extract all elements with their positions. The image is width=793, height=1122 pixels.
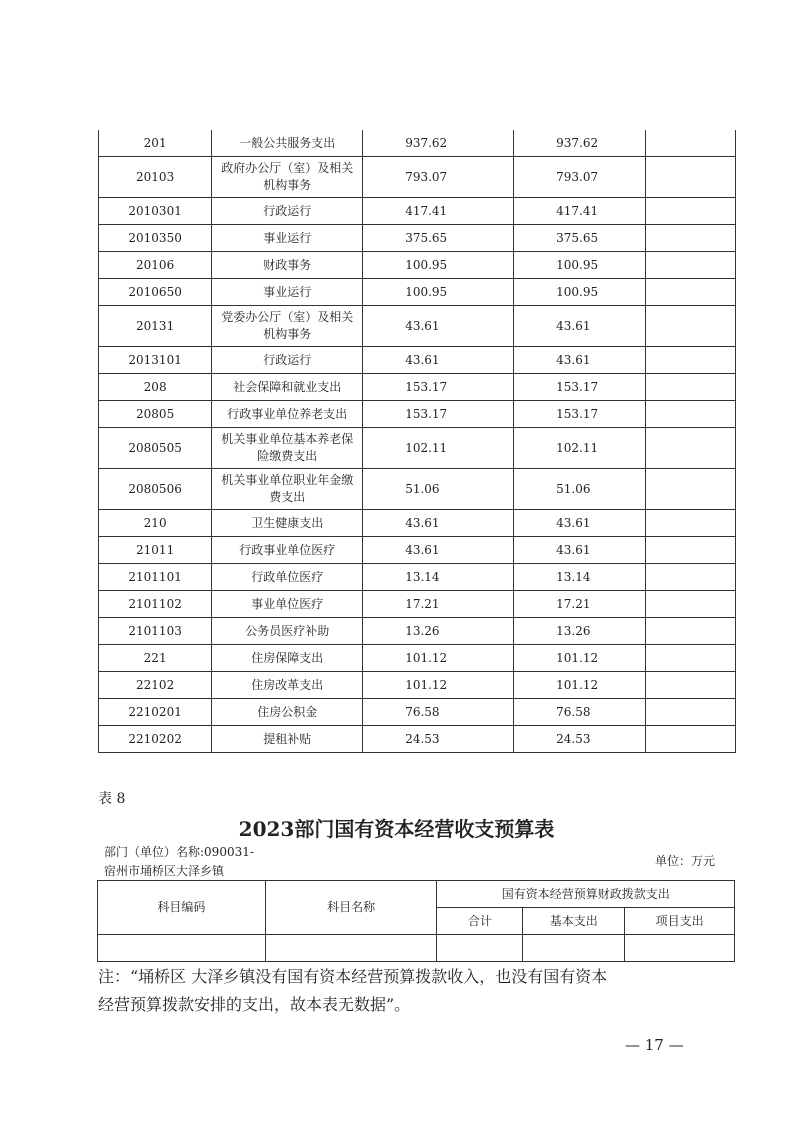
table-row bbox=[99, 591, 736, 618]
cell-total: 43.61 bbox=[363, 537, 514, 564]
cell-project bbox=[646, 672, 736, 699]
cell-total: 100.95 bbox=[363, 252, 514, 279]
table-row bbox=[99, 306, 736, 347]
cell-basic: 17.21 bbox=[514, 591, 646, 618]
empty-cell bbox=[625, 935, 735, 962]
cell-project bbox=[646, 726, 736, 753]
cell-total: 24.53 bbox=[363, 726, 514, 753]
cell-code: 20805 bbox=[99, 401, 212, 428]
empty-cell bbox=[98, 935, 266, 962]
table-row bbox=[99, 672, 736, 699]
header-group: 国有资本经营预算财政拨款支出 bbox=[437, 881, 735, 908]
cell-code: 2010350 bbox=[99, 225, 212, 252]
note-line-2: 经营预算拨款安排的支出，故本表无数据”。 bbox=[98, 995, 411, 1014]
department-line-1: 部门（单位）名称:090031- bbox=[104, 845, 254, 859]
header-total: 合计 bbox=[437, 908, 523, 935]
cell-total: 43.61 bbox=[363, 306, 514, 347]
department-line-2: 宿州市埇桥区大泽乡镇 bbox=[104, 864, 225, 878]
cell-project bbox=[646, 591, 736, 618]
cell-name: 提租补贴 bbox=[212, 726, 363, 753]
table-row bbox=[99, 252, 736, 279]
cell-basic: 76.58 bbox=[514, 699, 646, 726]
cell-basic: 153.17 bbox=[514, 401, 646, 428]
cell-project bbox=[646, 225, 736, 252]
cell-basic: 153.17 bbox=[514, 374, 646, 401]
header-project: 项目支出 bbox=[625, 908, 735, 935]
cell-basic: 24.53 bbox=[514, 726, 646, 753]
budget-expenditure-table bbox=[98, 130, 736, 753]
cell-name: 社会保障和就业支出 bbox=[212, 374, 363, 401]
table-row bbox=[99, 374, 736, 401]
cell-code: 2210201 bbox=[99, 699, 212, 726]
cell-total: 101.12 bbox=[363, 672, 514, 699]
cell-total: 375.65 bbox=[363, 225, 514, 252]
table-row bbox=[99, 618, 736, 645]
cell-project bbox=[646, 537, 736, 564]
cell-project bbox=[646, 252, 736, 279]
cell-name: 住房保障支出 bbox=[212, 645, 363, 672]
table-row bbox=[99, 510, 736, 537]
cell-code: 20106 bbox=[99, 252, 212, 279]
cell-total: 76.58 bbox=[363, 699, 514, 726]
cell-basic: 101.12 bbox=[514, 645, 646, 672]
cell-basic: 793.07 bbox=[514, 157, 646, 198]
cell-project bbox=[646, 469, 736, 510]
table-row bbox=[99, 225, 736, 252]
cell-code: 21011 bbox=[99, 537, 212, 564]
cell-project bbox=[646, 306, 736, 347]
table-row bbox=[99, 347, 736, 374]
cell-total: 102.11 bbox=[363, 428, 514, 469]
cell-code: 20103 bbox=[99, 157, 212, 198]
cell-basic: 417.41 bbox=[514, 198, 646, 225]
table-title: 2023部门国有资本经营收支预算表 bbox=[238, 817, 555, 841]
cell-name: 党委办公厅（室）及相关机构事务 bbox=[212, 306, 363, 347]
empty-cell bbox=[523, 935, 625, 962]
cell-name: 一般公共服务支出 bbox=[212, 130, 363, 157]
cell-total: 13.14 bbox=[363, 564, 514, 591]
cell-code: 2101103 bbox=[99, 618, 212, 645]
cell-basic: 102.11 bbox=[514, 428, 646, 469]
cell-project bbox=[646, 618, 736, 645]
table-row bbox=[99, 198, 736, 225]
cell-project bbox=[646, 347, 736, 374]
cell-project bbox=[646, 401, 736, 428]
cell-code: 2010650 bbox=[99, 279, 212, 306]
cell-basic: 43.61 bbox=[514, 510, 646, 537]
cell-total: 100.95 bbox=[363, 279, 514, 306]
table-label: 表 8 bbox=[98, 791, 126, 807]
state-capital-budget-table bbox=[97, 880, 735, 962]
cell-project bbox=[646, 699, 736, 726]
table-row bbox=[99, 279, 736, 306]
cell-basic: 101.12 bbox=[514, 672, 646, 699]
cell-name: 政府办公厅（室）及相关机构事务 bbox=[212, 157, 363, 198]
cell-name: 行政单位医疗 bbox=[212, 564, 363, 591]
cell-total: 153.17 bbox=[363, 401, 514, 428]
cell-code: 201 bbox=[99, 130, 212, 157]
cell-project bbox=[646, 374, 736, 401]
cell-total: 17.21 bbox=[363, 591, 514, 618]
table-row bbox=[99, 537, 736, 564]
cell-total: 13.26 bbox=[363, 618, 514, 645]
cell-basic: 43.61 bbox=[514, 347, 646, 374]
cell-project bbox=[646, 157, 736, 198]
cell-basic: 937.62 bbox=[514, 130, 646, 157]
cell-code: 2010301 bbox=[99, 198, 212, 225]
cell-name: 公务员医疗补助 bbox=[212, 618, 363, 645]
cell-project bbox=[646, 198, 736, 225]
cell-total: 43.61 bbox=[363, 510, 514, 537]
cell-code: 22102 bbox=[99, 672, 212, 699]
cell-basic: 375.65 bbox=[514, 225, 646, 252]
cell-code: 2080505 bbox=[99, 428, 212, 469]
cell-basic: 13.26 bbox=[514, 618, 646, 645]
cell-basic: 43.61 bbox=[514, 537, 646, 564]
table-row bbox=[99, 564, 736, 591]
cell-name: 卫生健康支出 bbox=[212, 510, 363, 537]
cell-code: 2101101 bbox=[99, 564, 212, 591]
cell-total: 793.07 bbox=[363, 157, 514, 198]
header-code: 科目编码 bbox=[98, 881, 266, 935]
table-row bbox=[99, 130, 736, 157]
cell-basic: 51.06 bbox=[514, 469, 646, 510]
cell-total: 43.61 bbox=[363, 347, 514, 374]
cell-name: 行政运行 bbox=[212, 347, 363, 374]
page-number: — 17 — bbox=[625, 1036, 684, 1054]
cell-name: 住房公积金 bbox=[212, 699, 363, 726]
cell-name: 事业运行 bbox=[212, 225, 363, 252]
cell-name: 事业单位医疗 bbox=[212, 591, 363, 618]
cell-name: 机关事业单位基本养老保险缴费支出 bbox=[212, 428, 363, 469]
cell-total: 937.62 bbox=[363, 130, 514, 157]
cell-name: 行政事业单位医疗 bbox=[212, 537, 363, 564]
header-name: 科目名称 bbox=[265, 881, 437, 935]
cell-project bbox=[646, 510, 736, 537]
cell-project bbox=[646, 428, 736, 469]
empty-cell bbox=[265, 935, 437, 962]
table-row bbox=[99, 401, 736, 428]
cell-code: 2013101 bbox=[99, 347, 212, 374]
cell-code: 2210202 bbox=[99, 726, 212, 753]
cell-total: 101.12 bbox=[363, 645, 514, 672]
table-row bbox=[99, 428, 736, 469]
cell-basic: 100.95 bbox=[514, 252, 646, 279]
cell-project bbox=[646, 645, 736, 672]
table-row bbox=[99, 699, 736, 726]
cell-name: 机关事业单位职业年金缴费支出 bbox=[212, 469, 363, 510]
table-row bbox=[99, 645, 736, 672]
cell-basic: 100.95 bbox=[514, 279, 646, 306]
note-line-1: 注：“埇桥区 大泽乡镇没有国有资本经营预算拨款收入，也没有国有资本 bbox=[98, 967, 608, 986]
cell-project bbox=[646, 564, 736, 591]
cell-basic: 43.61 bbox=[514, 306, 646, 347]
empty-cell bbox=[437, 935, 523, 962]
cell-code: 221 bbox=[99, 645, 212, 672]
table-row bbox=[99, 469, 736, 510]
cell-name: 行政运行 bbox=[212, 198, 363, 225]
cell-code: 210 bbox=[99, 510, 212, 537]
header-basic: 基本支出 bbox=[523, 908, 625, 935]
cell-project bbox=[646, 130, 736, 157]
cell-name: 事业运行 bbox=[212, 279, 363, 306]
cell-code: 20131 bbox=[99, 306, 212, 347]
cell-total: 417.41 bbox=[363, 198, 514, 225]
cell-code: 2080506 bbox=[99, 469, 212, 510]
unit-label: 单位：万元 bbox=[655, 854, 716, 868]
cell-total: 51.06 bbox=[363, 469, 514, 510]
table-row bbox=[99, 157, 736, 198]
cell-name: 住房改革支出 bbox=[212, 672, 363, 699]
cell-total: 153.17 bbox=[363, 374, 514, 401]
cell-project bbox=[646, 279, 736, 306]
table-row bbox=[99, 726, 736, 753]
cell-code: 208 bbox=[99, 374, 212, 401]
cell-name: 财政事务 bbox=[212, 252, 363, 279]
cell-name: 行政事业单位养老支出 bbox=[212, 401, 363, 428]
cell-basic: 13.14 bbox=[514, 564, 646, 591]
cell-code: 2101102 bbox=[99, 591, 212, 618]
